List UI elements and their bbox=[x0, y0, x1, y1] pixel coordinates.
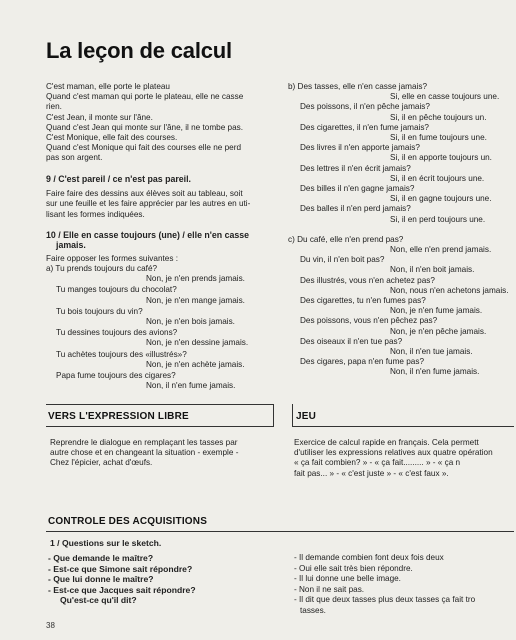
question-line: Tu achètes toujours des «illustrés»? bbox=[56, 349, 187, 359]
question-line: Papa fume toujours des cigares? bbox=[56, 370, 176, 380]
divider bbox=[292, 404, 293, 426]
section-10-heading: 10 / Elle en casse toujours (une) / elle n'en casse bbox=[46, 229, 250, 240]
section-9-heading: 9 / C'est pareil / ce n'est pas pareil. bbox=[46, 173, 191, 184]
question-line: Des cigarettes, il n'en fume jamais? bbox=[300, 122, 429, 132]
question-line: Des cigares, papa n'en fume pas? bbox=[300, 357, 424, 367]
controle-answer: - Il demande combien font deux fois deux bbox=[294, 553, 444, 562]
question-line: Des poissons, vous n'en pêchez pas? bbox=[300, 316, 438, 326]
jeu-line: d'utiliser les expressions relatives aux quatre opération bbox=[294, 448, 493, 458]
controle-question: - Que demande le maître? bbox=[48, 553, 154, 563]
controle-answer: tasses. bbox=[300, 605, 326, 615]
left-column bbox=[46, 82, 286, 391]
section-9-line: sur une feuille et les faire apprécier par les autres en uti- bbox=[46, 199, 251, 209]
exercise-b bbox=[288, 82, 514, 225]
vers-line: Reprendre le dialogue en remplaçant les tasses par bbox=[50, 438, 238, 447]
intro-line: C'est Monique, elle fait des courses. bbox=[46, 133, 178, 143]
section-10-intro: Faire opposer les formes suivantes : bbox=[46, 253, 178, 263]
answer-line: Non, elle n'en prend jamais. bbox=[390, 245, 492, 255]
section-10-a-label: a) Tu prends toujours du café? bbox=[46, 263, 158, 273]
vers-text bbox=[50, 438, 280, 469]
controle-question: - Est-ce que Jacques sait répondre? bbox=[48, 584, 196, 595]
vers-line: autre chose et en changeant la situation - exemple - bbox=[50, 448, 239, 458]
answer-line: Non, il n'en boit jamais. bbox=[390, 265, 475, 275]
page-number: 38 bbox=[46, 621, 55, 630]
jeu-line: fait pas... » - « c'est juste » - « c'est faux ». bbox=[294, 468, 449, 478]
exercise-c bbox=[288, 235, 514, 378]
section-10-heading-cont: jamais. bbox=[56, 240, 86, 251]
question-line: c) Du café, elle n'en prend pas? bbox=[288, 234, 404, 244]
intro-line: Quand c'est Monique qui fait des courses elle ne perd bbox=[46, 143, 241, 153]
question-line: Des lettres il n'en écrit jamais? bbox=[300, 163, 411, 173]
intro-line: pas son argent. bbox=[46, 153, 103, 163]
vers-line: Chez l'épicier, achat d'œufs. bbox=[50, 458, 153, 468]
answer-line: Non, je n'en bois jamais. bbox=[146, 316, 235, 326]
intro-line: rien. bbox=[46, 102, 62, 112]
controle-answer: - Non il ne sait pas. bbox=[294, 584, 365, 594]
question-line: Des cigarettes, tu n'en fumes pas? bbox=[300, 296, 426, 306]
question-line: Tu manges toujours du chocolat? bbox=[56, 285, 177, 295]
question-line: Des illustrés, vous n'en achetez pas? bbox=[300, 275, 435, 285]
question-line: Tu dessines toujours des avions? bbox=[56, 328, 178, 338]
jeu-line: « ça fait combien? » - « ça fait......... » - « ça n bbox=[294, 458, 461, 468]
controle-question: Qu'est-ce qu'il dit? bbox=[60, 595, 137, 606]
question-line: Des oiseaux il n'en tue pas? bbox=[300, 336, 403, 346]
intro-line: C'est maman, elle porte le plateau bbox=[46, 82, 170, 91]
divider bbox=[46, 404, 274, 405]
question-line: Des livres il n'en apporte jamais? bbox=[300, 143, 420, 153]
answer-line: Si, il en fume toujours une. bbox=[390, 133, 487, 143]
section-9-text bbox=[46, 189, 286, 220]
answer-line: Si, il en apporte toujours un. bbox=[390, 153, 492, 163]
question-line: Des balles il n'en perd jamais? bbox=[300, 204, 411, 214]
controle-question: - Que lui donne le maître? bbox=[48, 574, 154, 585]
answer-line: Non, il n'en fume jamais. bbox=[146, 381, 236, 391]
jeu-text bbox=[294, 438, 514, 479]
answer-line: Si, il en pêche toujours un. bbox=[390, 112, 487, 122]
answer-line: Non, je n'en achète jamais. bbox=[146, 359, 245, 369]
controle-answers bbox=[294, 553, 514, 617]
divider bbox=[273, 404, 274, 426]
intro-paragraph bbox=[46, 82, 286, 164]
section-9-line: lisant les formes indiquées. bbox=[46, 209, 145, 219]
right-column bbox=[288, 82, 514, 378]
answer-line: Si, il en écrit toujours une. bbox=[390, 173, 485, 183]
divider bbox=[292, 426, 514, 427]
intro-line: C'est Jean, il monte sur l'âne. bbox=[46, 112, 153, 122]
controle-heading: CONTROLE DES ACQUISITIONS bbox=[48, 516, 208, 527]
answer-line: Non, nous n'en achetons jamais. bbox=[390, 285, 509, 295]
vers-heading: VERS L'EXPRESSION LIBRE bbox=[48, 411, 189, 422]
question-line: Tu bois toujours du vin? bbox=[56, 306, 143, 316]
answer-line: Si, il en gagne toujours une. bbox=[390, 194, 492, 204]
question-line: Du vin, il n'en boit pas? bbox=[300, 255, 385, 265]
controle-question: - Est-ce que Simone sait répondre? bbox=[48, 563, 193, 574]
answer-line: Non, je n'en fume jamais. bbox=[390, 306, 483, 316]
answer-line: Si, il en perd toujours une. bbox=[390, 214, 486, 224]
jeu-line: Exercice de calcul rapide en français. Cela permett bbox=[294, 438, 479, 447]
page-title: La leçon de calcul bbox=[46, 38, 232, 63]
answer-line: Non, il n'en tue jamais. bbox=[390, 347, 473, 357]
controle-answer: - Il lui donne une belle image. bbox=[294, 574, 401, 584]
answer-line: Non, je n'en pêche jamais. bbox=[390, 326, 487, 336]
answer-line: Non, je n'en mange jamais. bbox=[146, 295, 245, 305]
section-9-line: Faire faire des dessins aux élèves soit au tableau, soit bbox=[46, 189, 243, 199]
answer-line: Si, elle en casse toujours une. bbox=[390, 92, 500, 102]
intro-line: Quand c'est maman qui porte le plateau, elle ne casse bbox=[46, 92, 244, 102]
controle-questions bbox=[48, 553, 288, 606]
answer-line: Non, il n'en fume jamais. bbox=[390, 367, 480, 377]
question-line: Des billes il n'en gagne jamais? bbox=[300, 184, 415, 194]
answer-line: Non, je n'en prends jamais. bbox=[146, 274, 245, 284]
divider bbox=[46, 531, 514, 532]
controle-subheading: 1 / Questions sur le sketch. bbox=[50, 538, 162, 548]
answer-line: Non, je n'en dessine jamais. bbox=[146, 338, 249, 348]
divider bbox=[46, 426, 274, 427]
controle-answer: - Il dit que deux tasses plus deux tasses ça fait tro bbox=[294, 595, 476, 605]
jeu-heading: JEU bbox=[296, 411, 317, 422]
intro-line: Quand c'est Jean qui monte sur l'âne, il ne tombe pas. bbox=[46, 122, 244, 132]
question-line: Des poissons, il n'en pêche jamais? bbox=[300, 102, 430, 112]
controle-answer: - Oui elle sait très bien répondre. bbox=[294, 563, 413, 573]
question-line: b) Des tasses, elle n'en casse jamais? bbox=[288, 82, 427, 91]
